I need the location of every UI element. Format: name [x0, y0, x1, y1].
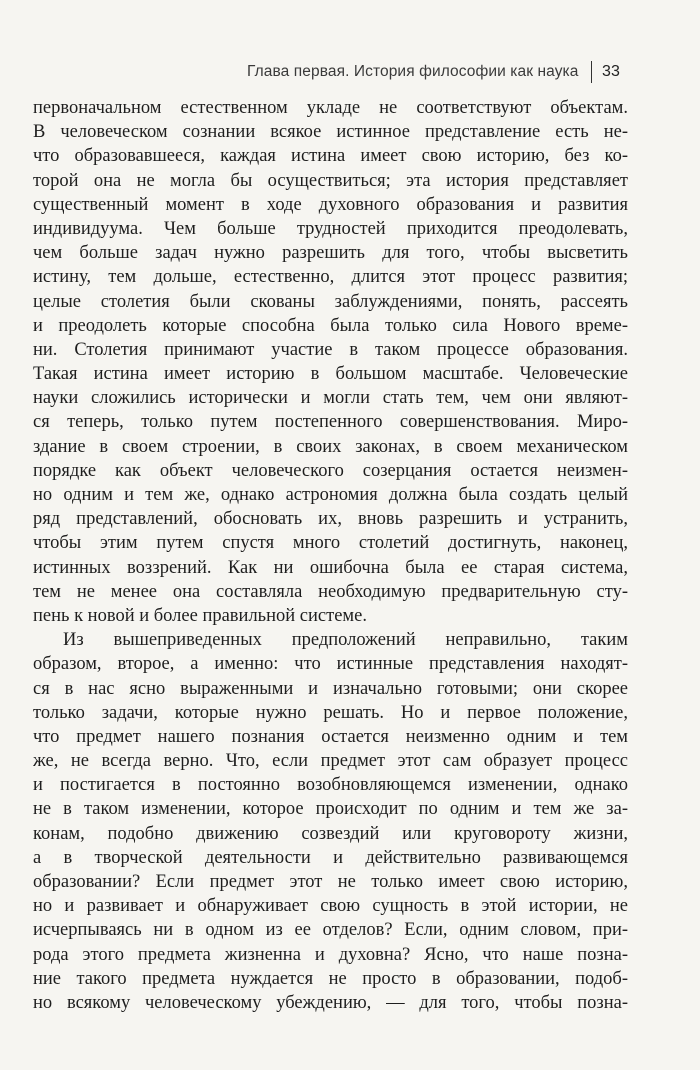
text-line: В человеческом сознании всякое истинное представление есть не- [33, 122, 628, 143]
text-line: пень к новой и более правильной системе. [33, 605, 367, 626]
text-line: и постигается в постоянно возобновляющемся изменении, однако [33, 775, 628, 796]
text-line: и преодолеть которые способна была только сила Нового време- [33, 315, 628, 336]
text-line: же, не всегда верно. Что, если предмет этот сам образует процесс [33, 751, 628, 772]
text-line: ние такого предмета нуждается не просто в образовании, подоб- [33, 968, 628, 989]
text-line: существенный момент в ходе духовного образования и развития [33, 194, 628, 215]
header-separator [591, 61, 593, 83]
text-line: но всякому человеческому убеждению, — для того, чтобы позна- [33, 992, 628, 1013]
text-line: образовании? Если предмет этот не только имеет свою историю, [33, 872, 628, 892]
text-line: порядке как объект человеческого созерцания остается неизмен- [33, 460, 628, 481]
text-line: индивидуума. Чем больше трудностей приходится преодолевать, [33, 218, 628, 239]
text-line: истину, тем дольше, естественно, длится этот процесс развития; [33, 267, 628, 288]
text-line: чем больше задач нужно разрешить для того, чтобы высветить [33, 243, 628, 264]
text-line: торой она не могла бы осуществиться; эта история представляет [33, 170, 628, 191]
text-line: рода этого предмета жизненна и духовна? Ясно, что наше позна- [33, 944, 628, 965]
chapter-title: Глава первая. История философии как наука [246, 63, 579, 80]
text-line: Из вышеприведенных предположений неправильно, таким [63, 630, 628, 651]
text-line: что образовавшееся, каждая истина имеет свою историю, без ко- [33, 146, 628, 167]
text-line: ряд представлений, обосновать их, вновь разрешить и устранить, [33, 509, 628, 530]
page-number: 33 [602, 63, 620, 80]
text-line: исчерпываясь ни в одном из ее отделов? Если, одним словом, при- [33, 920, 628, 941]
text-line: но и развивает и обнаруживает свою сущность в этой истории, не [33, 896, 628, 917]
body-text [33, 96, 628, 1015]
text-line: первоначальном естественном укладе не соответствуют объектам. [33, 98, 628, 118]
text-line: что предмет нашего познания остается неизменно одним и тем [33, 726, 628, 747]
text-line: не в таком изменении, которое происходит по одним и тем же за- [33, 799, 628, 820]
text-line: здание в своем строении, в своих законах, в своем механическом [33, 436, 628, 457]
text-line: только задачи, которые нужно решать. Но и первое положение, [33, 702, 628, 723]
text-line: тем не менее она составляла необходимую предварительную сту- [33, 581, 628, 602]
text-line: но одним и тем же, однако астрономия должна была создать целый [33, 485, 628, 505]
text-line: истинных воззрений. Как ни ошибочна была ее старая система, [33, 557, 628, 578]
text-line: ся теперь, только путем постепенного совершенствования. Миро- [33, 412, 628, 433]
running-header [247, 60, 620, 84]
text-line: науки сложились исторически и могли стать тем, чем они являют- [33, 388, 628, 409]
text-line: Такая истина имеет историю в большом масштабе. Человеческие [33, 364, 628, 385]
text-line: конам, подобно движению созвездий или круговороту жизни, [33, 823, 628, 844]
text-line: ся в нас ясно выраженными и изначально готовыми; они скорее [33, 678, 628, 699]
text-line: целые столетия были скованы заблуждениями, понять, рассеять [33, 291, 628, 312]
text-line: образом, второе, а именно: что истинные представления находят- [33, 654, 628, 675]
text-line: а в творческой деятельности и действительно развивающемся [33, 847, 628, 868]
text-line: ни. Столетия принимают участие в таком процессе образования. [33, 339, 628, 360]
text-line: чтобы этим путем спустя много столетий достигнуть, наконец, [33, 533, 628, 554]
